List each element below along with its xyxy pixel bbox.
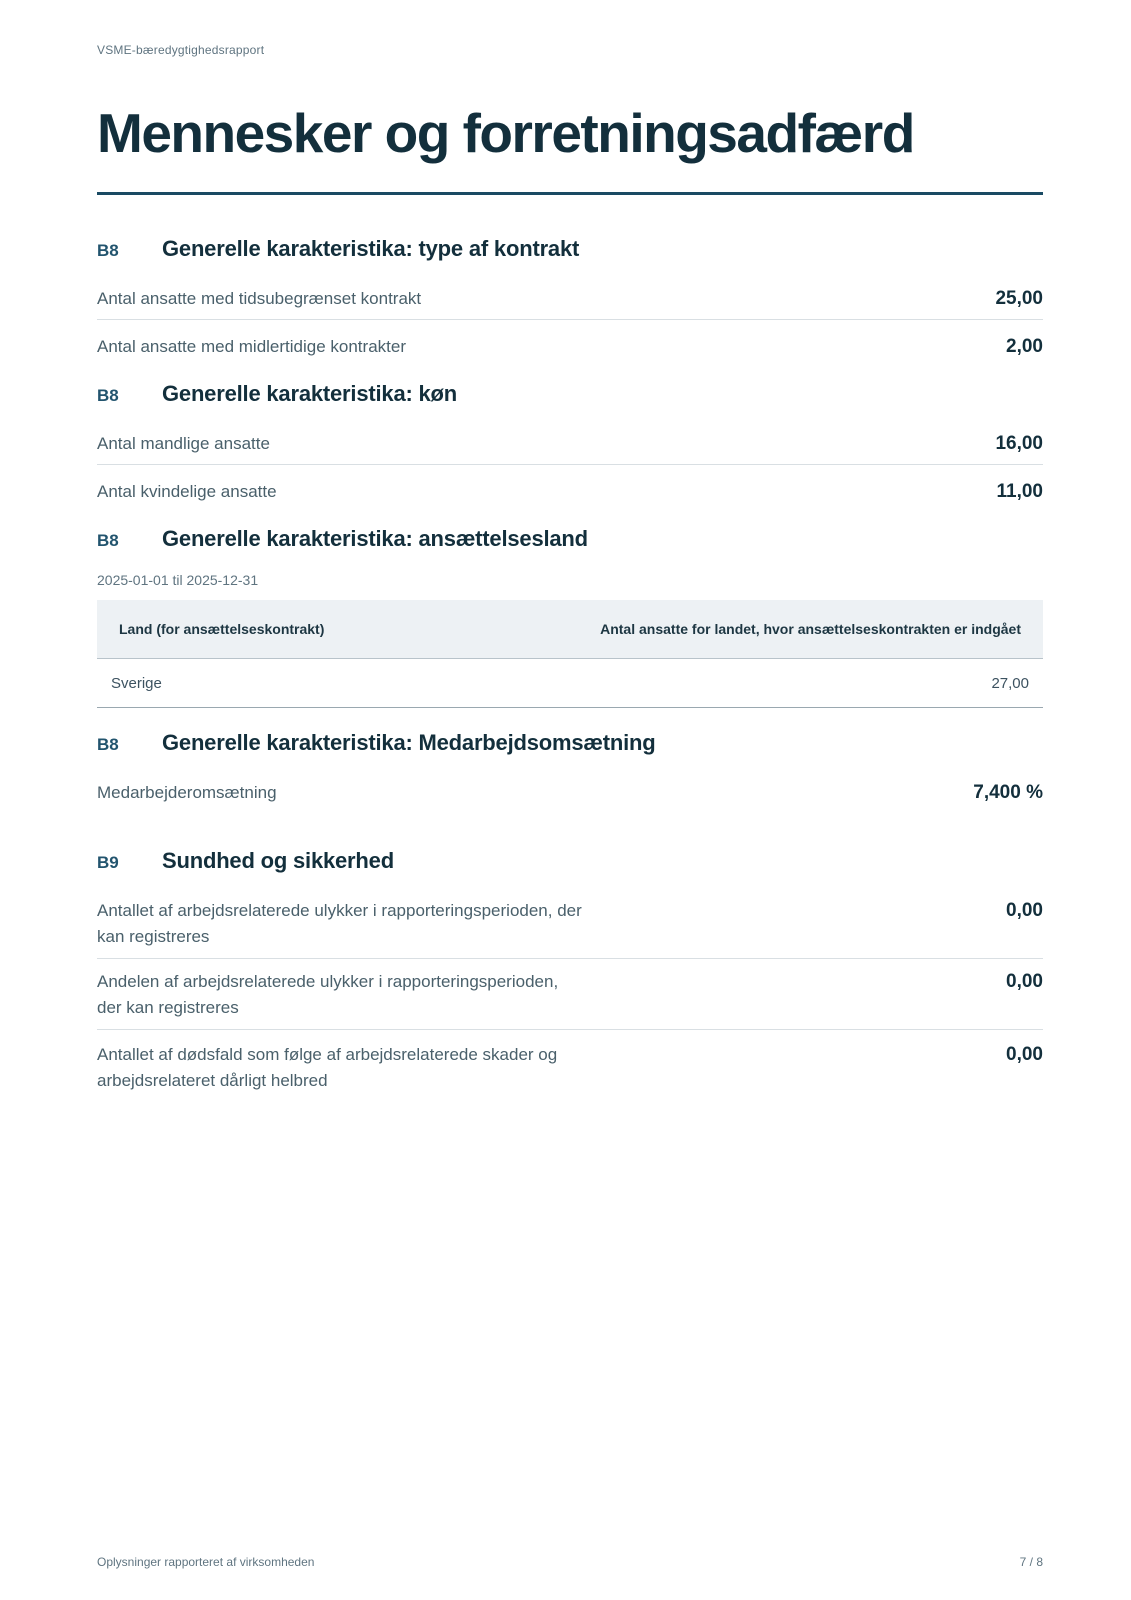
section-contract-type <box>97 236 1043 381</box>
row-value: 0,00 <box>1006 971 1043 992</box>
section-code: B8 <box>97 735 119 754</box>
row-label: Andelen af arbejdsrelaterede ulykker i rapporteringsperioden, der kan registreres <box>97 972 559 1017</box>
row-label: Antal kvindelige ansatte <box>97 482 277 501</box>
row-divider <box>97 319 1043 320</box>
section-gender <box>97 381 1043 526</box>
section-turnover <box>97 730 1043 848</box>
section-title: Generelle karakteristika: ansættelsesland <box>162 526 588 551</box>
row-value: 7,400 % <box>973 782 1043 803</box>
data-row <box>97 479 1043 526</box>
row-value: 16,00 <box>995 433 1043 454</box>
section-code: B8 <box>97 241 119 260</box>
column-header-employee-count: Antal ansatte for landet, hvor ansættelseskontrakten er indgået <box>427 600 1043 659</box>
row-value: 11,00 <box>996 481 1043 502</box>
section-heading <box>97 526 1043 562</box>
data-row <box>97 780 1043 848</box>
data-row <box>97 1042 1043 1094</box>
section-employment-country <box>97 526 1043 708</box>
section-title: Sundhed og sikkerhed <box>162 848 394 873</box>
data-row <box>97 334 1043 381</box>
title-divider <box>97 192 1043 195</box>
row-label: Antal ansatte med midlertidige kontrakter <box>97 337 406 356</box>
page-number: 7 / 8 <box>1019 1555 1043 1569</box>
row-value: 25,00 <box>995 288 1043 309</box>
cell-country: Sverige <box>97 659 427 708</box>
section-health-safety <box>97 848 1043 1094</box>
row-divider <box>97 464 1043 465</box>
column-header-country: Land (for ansættelseskontrakt) <box>97 600 427 659</box>
section-title: Generelle karakteristika: type af kontrakt <box>162 236 580 261</box>
reporting-period: 2025-01-01 til 2025-12-31 <box>97 572 259 588</box>
section-code: B9 <box>97 853 119 872</box>
row-label: Antal ansatte med tidsubegrænset kontrakt <box>97 289 422 308</box>
data-row <box>97 969 1043 1029</box>
section-heading <box>97 236 1043 272</box>
row-label: Medarbejderomsætning <box>97 783 277 802</box>
country-table <box>97 600 1043 708</box>
row-label: Antal mandlige ansatte <box>97 434 270 453</box>
footer-note: Oplysninger rapporteret af virksomheden <box>97 1555 315 1569</box>
row-divider <box>97 1029 1043 1030</box>
row-label: Antallet af dødsfald som følge af arbejdsrelaterede skader og arbejdsrelateret dårligt helbred <box>97 1045 558 1090</box>
data-row <box>97 898 1043 958</box>
section-title: Generelle karakteristika: køn <box>162 381 458 406</box>
cell-employee-count: 27,00 <box>427 659 1043 708</box>
row-value: 0,00 <box>1006 1044 1043 1065</box>
table-header-row <box>97 600 1043 659</box>
section-title: Generelle karakteristika: Medarbejdsomsætning <box>162 730 656 755</box>
page-title: Mennesker og forretningsadfærd <box>97 102 914 164</box>
data-row <box>97 431 1043 478</box>
table-row <box>97 659 1043 708</box>
section-code: B8 <box>97 531 119 550</box>
section-heading <box>97 381 1043 417</box>
running-header: VSME-bæredygtighedsrapport <box>97 43 265 57</box>
data-row <box>97 286 1043 333</box>
report-content <box>97 236 1043 1094</box>
section-heading <box>97 848 1043 884</box>
row-value: 2,00 <box>1006 336 1043 357</box>
section-heading <box>97 730 1043 766</box>
row-value: 0,00 <box>1006 900 1043 921</box>
row-label: Antallet af arbejdsrelaterede ulykker i rapporteringsperioden, der kan registreres <box>97 901 582 946</box>
row-divider <box>97 958 1043 959</box>
section-code: B8 <box>97 386 119 405</box>
